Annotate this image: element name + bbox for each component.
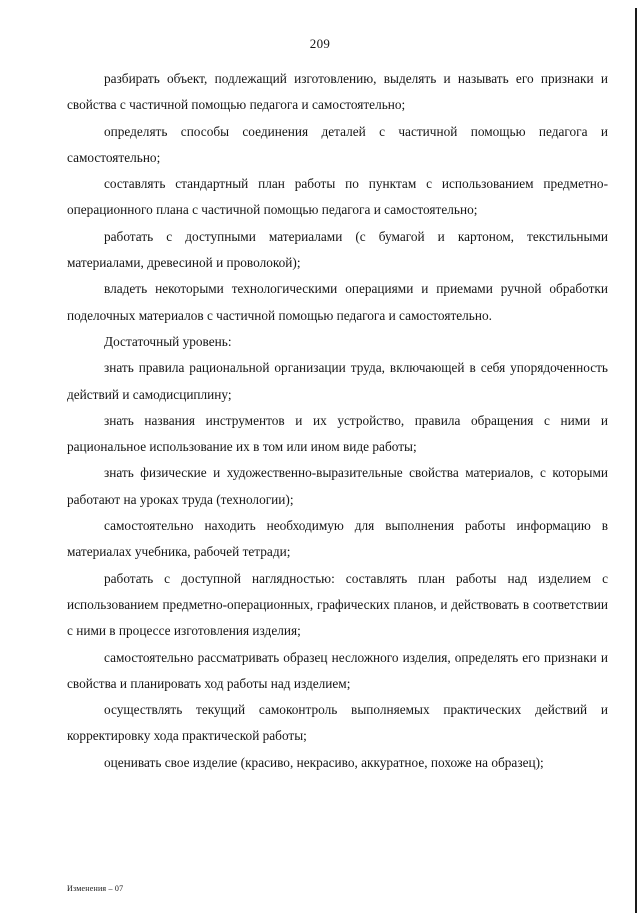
- paragraph-disassemble-object: разбирать объект, подлежащий изготовлению, выделять и называть его признаки и свойства с частичной помощью педагога и самостоятельно;: [67, 71, 608, 113]
- page-number: 209: [309, 36, 331, 51]
- paragraph-material-properties: знать физические и художественно-выразительные свойства материалов, с которыми работают на уроках труда (технологии);: [67, 465, 608, 507]
- paragraph-examine-sample: самостоятельно рассматривать образец несложного изделия, определять его признаки и свойства и планировать ход работы над изделием;: [67, 649, 608, 691]
- paragraph-self-control: осуществлять текущий самоконтроль выполняемых практических действий и корректировку хода практической работы;: [67, 702, 608, 744]
- paragraph-manual-operations: владеть некоторыми технологическими операциями и приемами ручной обработки поделочных материалов с частичной помощью педагога и самостоятельно.: [67, 281, 608, 323]
- paragraph-available-materials: работать с доступными материалами (с бумагой и картоном, текстильными материалами, древесиной и проволокой);: [67, 228, 608, 271]
- paragraph-standard-plan: составлять стандартный план работы по пунктам с использованием предметно-операционного плана с частичной помощью педагога и самостоятельно;: [67, 176, 608, 218]
- paragraph-work-organization: знать правила рациональной организации труда, включающей в себя упорядоченность действий и самодисциплину;: [67, 360, 608, 402]
- page-edge-line: [635, 8, 637, 913]
- section-heading-sufficient-level: Достаточный уровень:: [104, 333, 232, 349]
- paragraph-tool-names: знать названия инструментов и их устройство, правила обращения с ними и рациональное использование их в том или ином виде работы;: [67, 412, 608, 455]
- paragraph-evaluate-product: оценивать свое изделие (красиво, некрасиво, аккуратное, похоже на образец);: [104, 754, 544, 770]
- paragraph-visual-aids: работать с доступной наглядностью: составлять план работы над изделием с использованием предметно-операционных, графических планов, и действовать в соответствии с ними в процессе изготовления изделия;: [67, 570, 608, 639]
- paragraph-joining-methods: определять способы соединения деталей с частичной помощью педагога и самостоятельно;: [67, 123, 608, 165]
- paragraph-find-information: самостоятельно находить необходимую для выполнения работы информацию в материалах учебника, рабочей тетради;: [67, 518, 608, 560]
- document-body: [67, 66, 608, 776]
- revision-footer: Изменения – 07: [67, 884, 124, 893]
